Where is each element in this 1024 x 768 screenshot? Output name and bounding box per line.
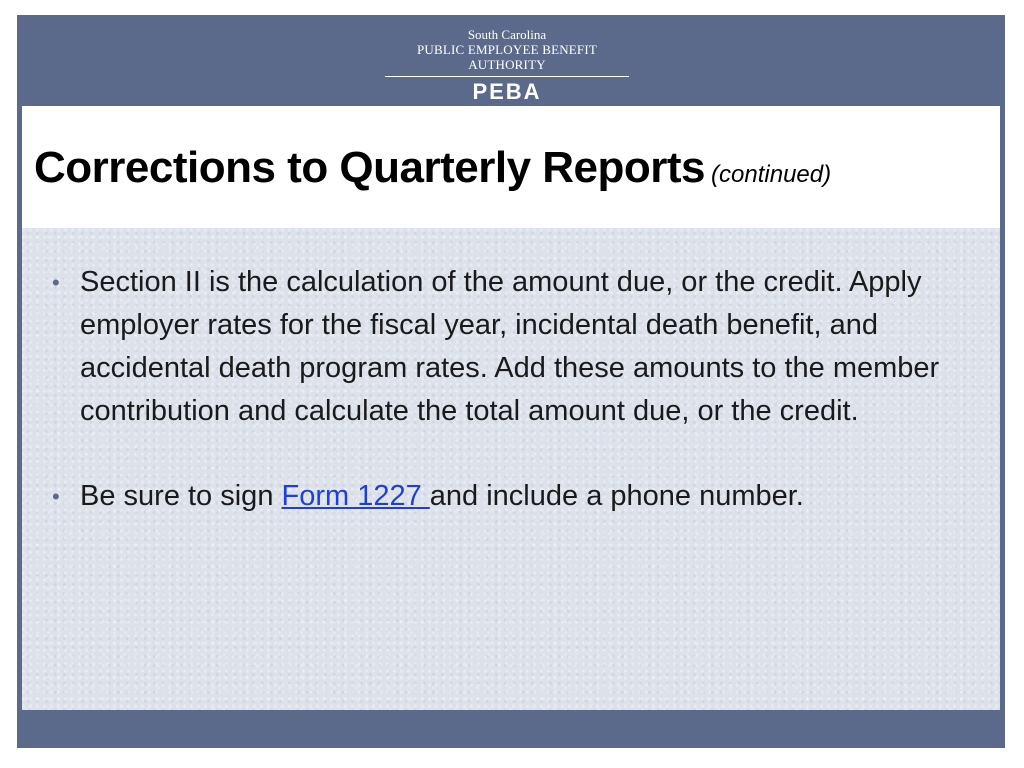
logo-state: South Carolina bbox=[467, 27, 547, 42]
bullet-text-before: Be sure to sign bbox=[80, 480, 282, 512]
peba-logo bbox=[377, 27, 637, 104]
bullet-list bbox=[40, 261, 985, 560]
footer-band bbox=[17, 710, 1005, 748]
bullet-item-sign-form bbox=[40, 475, 985, 518]
bullet-item-section-ii bbox=[40, 261, 985, 433]
slide bbox=[17, 15, 1005, 748]
title-band bbox=[22, 106, 1000, 228]
logo-acronym: PEBA bbox=[472, 79, 542, 104]
title-main: Corrections to Quarterly Reports bbox=[34, 143, 706, 192]
content-area bbox=[22, 228, 1000, 710]
form-1227-link[interactable]: Form 1227 bbox=[281, 480, 430, 512]
logo-authority: PUBLIC EMPLOYEE BENEFIT AUTHORITY bbox=[416, 42, 598, 72]
slide-title bbox=[34, 143, 831, 193]
bullet-dot-icon: • bbox=[52, 270, 60, 295]
header-band bbox=[17, 15, 1005, 106]
title-subtitle: (continued) bbox=[711, 161, 832, 188]
bullet-text: Section II is the calculation of the amount due, or the credit. Apply employer rates for the fiscal year, incidental death benefit, and accidental death program rates. Add these amounts to the member contribution and calculate the total amount due, or the credit. bbox=[80, 266, 940, 427]
bullet-text-after: and include a phone number. bbox=[429, 480, 804, 512]
logo-divider bbox=[385, 76, 629, 77]
bullet-dot-icon: • bbox=[52, 484, 60, 509]
